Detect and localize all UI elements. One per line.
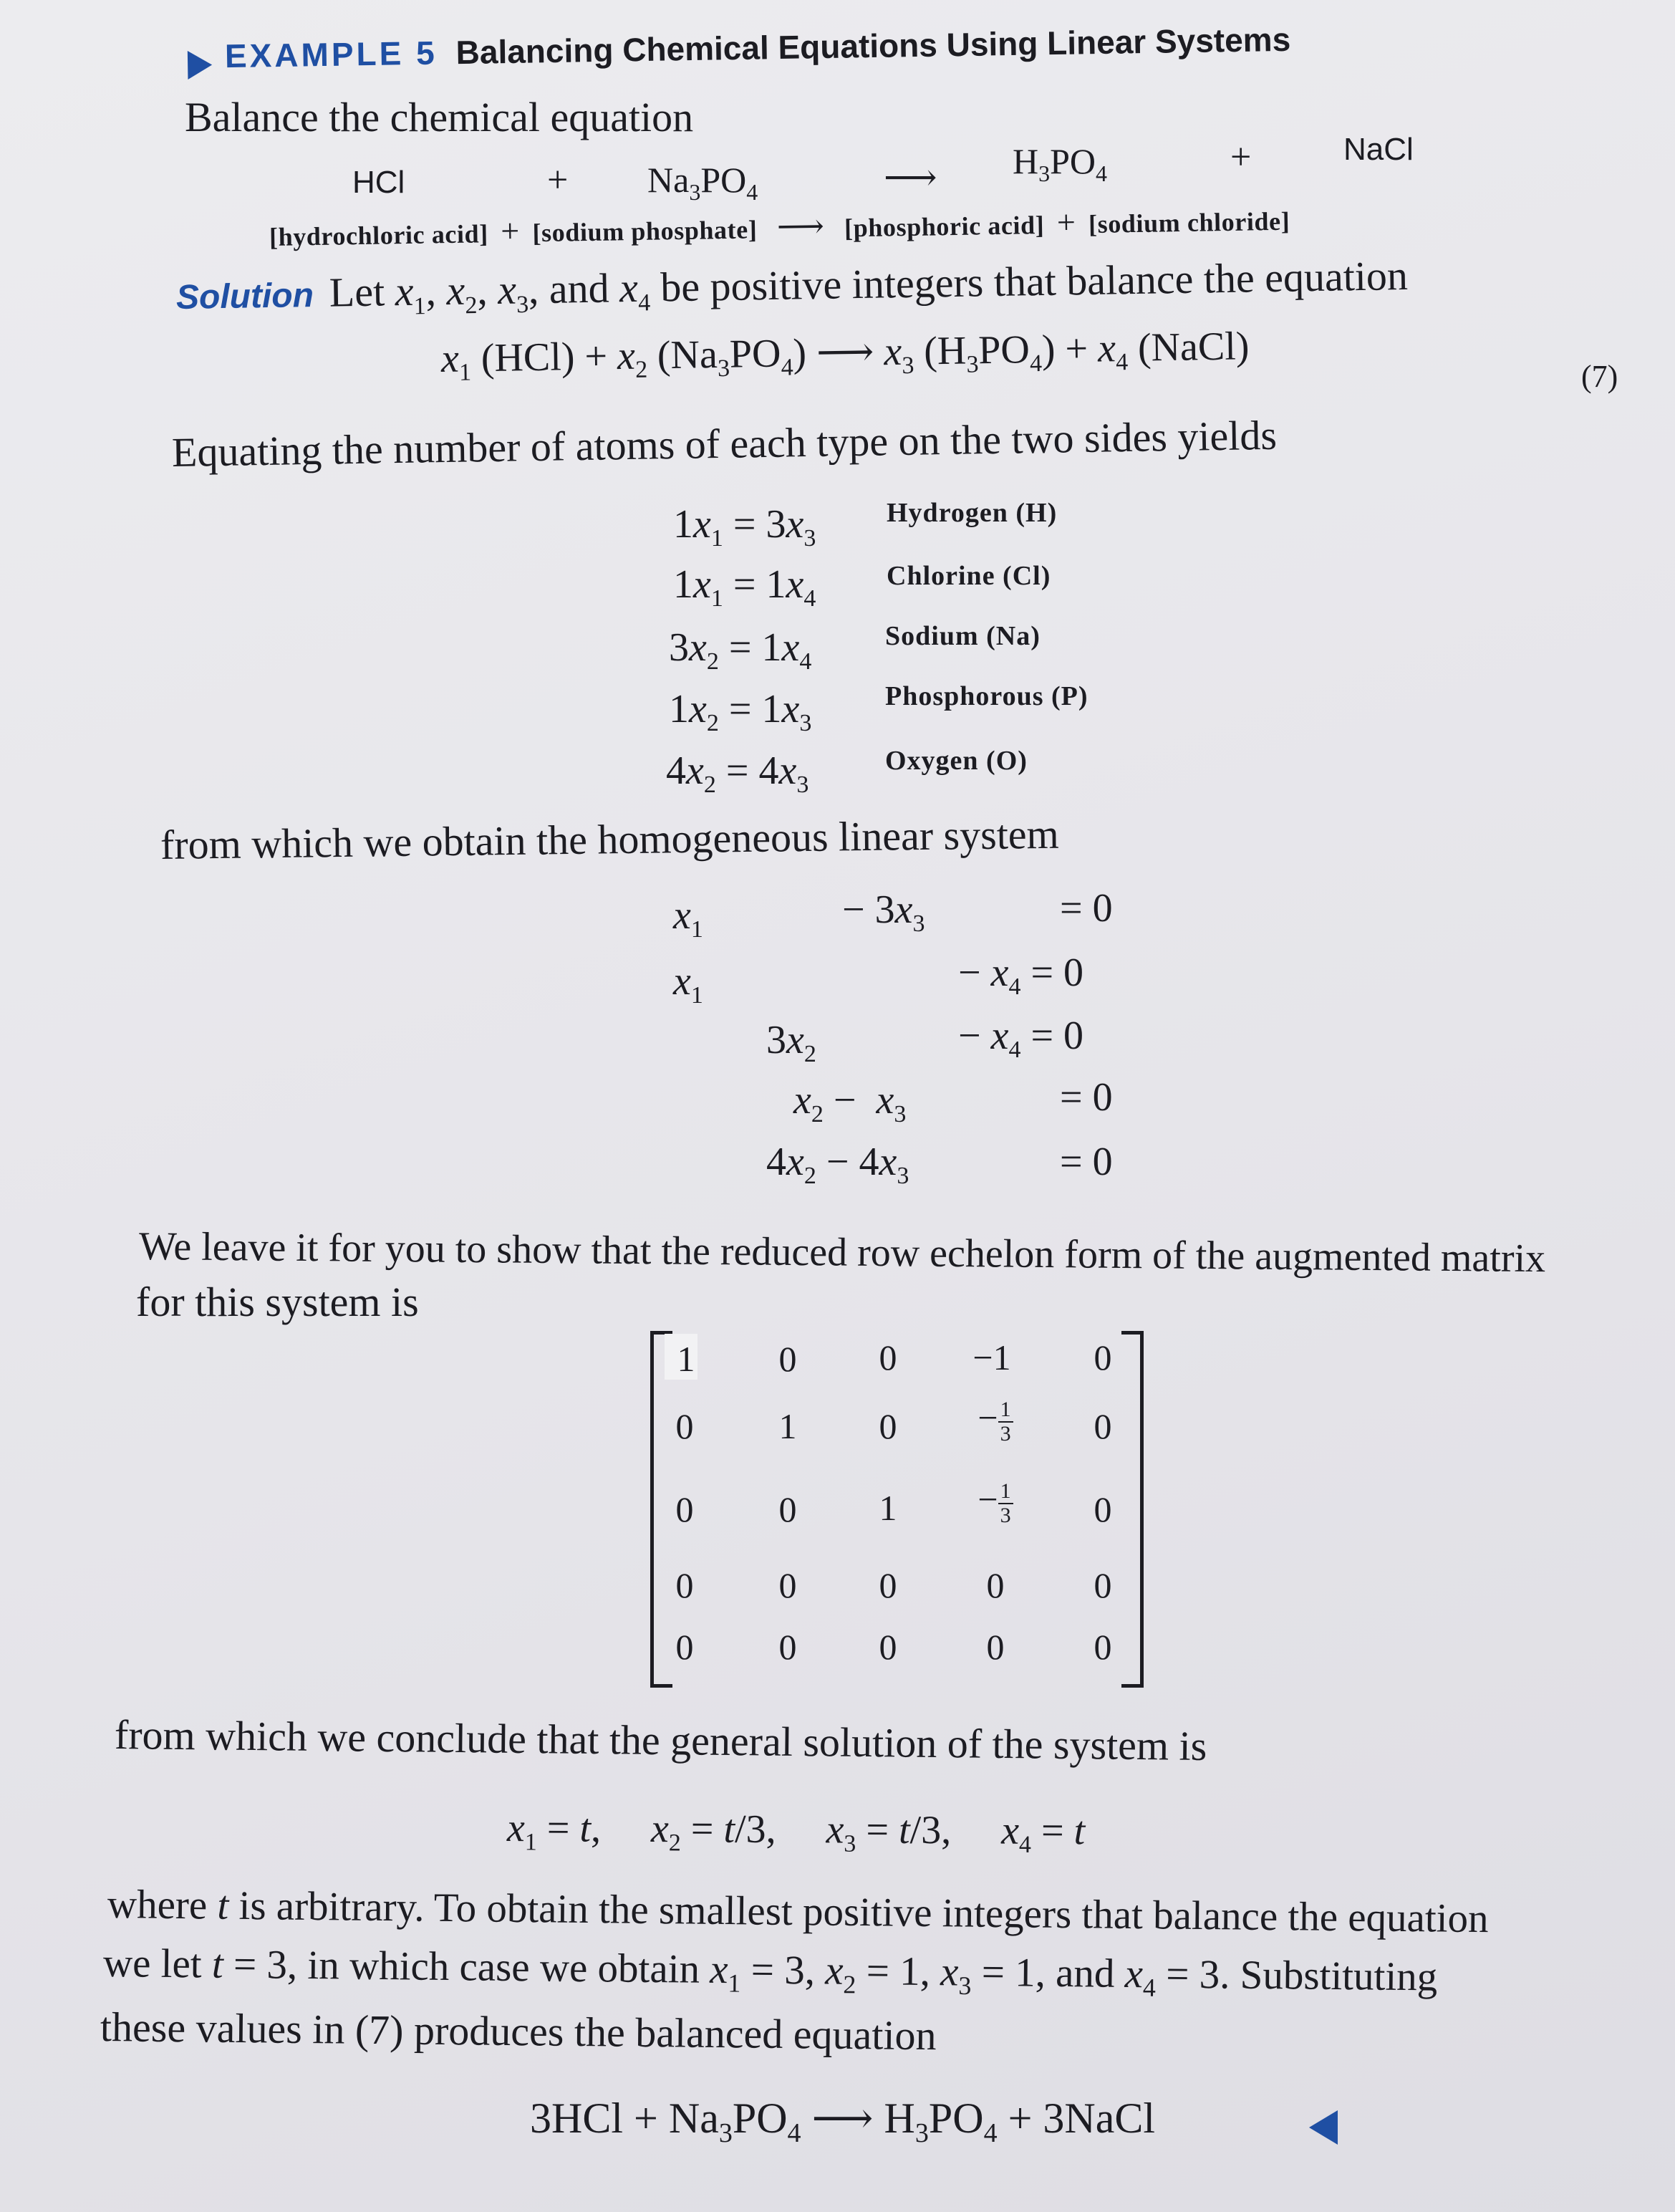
- matrix-cell: −1: [972, 1337, 1011, 1377]
- chemical-names-line: [269, 199, 1290, 254]
- sys-row-1-x1: $x_1$: [673, 893, 703, 943]
- matrix-cell: 0: [675, 1489, 694, 1529]
- closing-line-1: where t is arbitrary. To obtain the smallest positive integers that balance the equation: [107, 1882, 1489, 1942]
- atom-eq-sodium: $3x_2 = 1x_4$: [669, 625, 812, 675]
- closing-line-3: these values in (7) produces the balanced equation: [100, 2004, 937, 2059]
- rref-text-line-1: We leave it for you to show that the reduced row echelon form of the augmented matrix: [138, 1224, 1546, 1281]
- matrix-cell-fraction: − $\frac{1}{3}$: [960, 1478, 1031, 1526]
- matrix-cell: 0: [778, 1339, 797, 1379]
- matrix-cell: 0: [778, 1627, 797, 1667]
- matrix-cell: 0: [986, 1565, 1005, 1605]
- matrix-cell: 0: [1094, 1489, 1112, 1529]
- end-marker-icon: [1309, 2110, 1338, 2145]
- matrix-cell: 0: [879, 1627, 897, 1667]
- matrix-cell: 0: [1094, 1337, 1112, 1377]
- matrix-cell: 0: [879, 1406, 897, 1446]
- matrix-cell: 0: [1094, 1565, 1112, 1605]
- equation-7-tag: (7): [1581, 359, 1618, 394]
- sys-row-3-x4: − $x_4 = 0$: [958, 1014, 1084, 1064]
- matrix-cell: 0: [675, 1627, 694, 1667]
- matrix-cell: 0: [778, 1565, 797, 1605]
- matrix-cell: 0: [675, 1565, 694, 1605]
- matrix-cell: 0: [778, 1489, 797, 1529]
- matrix-cell: 1: [677, 1339, 695, 1379]
- plus-2: +: [1230, 137, 1252, 178]
- names-plus-1: +: [500, 212, 521, 249]
- general-solution: $x_1 = t$, $x_2 = t/3$, $x_3 = t/3$, $x_4 = t$: [506, 1806, 1086, 1859]
- triangle-marker-icon: [188, 51, 213, 80]
- atom-eq-oxygen: $4x_2 = 4x_3$: [666, 749, 809, 799]
- sys-row-3-x2: $3x_2$: [766, 1018, 816, 1068]
- example-header: [188, 20, 1291, 80]
- atom-label-sodium: Sodium (Na): [885, 621, 1041, 651]
- equation-7: $x_1$ $(HCl) + x_2$ $(Na_3PO_4)$ ⟶ $x_3$ $(H_3PO_4) + x_4$ (NaCl): [440, 324, 1250, 386]
- sys-row-4: $x_2 - x_3$: [793, 1078, 907, 1128]
- arrow-1: ⟶: [884, 158, 937, 198]
- matrix-cell-fraction: − $\frac{1}{3}$: [960, 1397, 1031, 1445]
- example-marker: EXAMPLE 5: [224, 34, 438, 75]
- atom-label-oxygen: Oxygen (O): [885, 746, 1028, 776]
- solution-label: Solution: [175, 276, 314, 317]
- matrix-cell: 0: [879, 1565, 897, 1605]
- matrix-cell: 0: [675, 1406, 694, 1446]
- names-arrow: ⟶: [776, 207, 825, 245]
- sys-row-5: $4x_2 - 4x_3$: [766, 1140, 909, 1190]
- from-which-text: from which we obtain the homogeneous linear system: [160, 810, 1060, 868]
- reactant-hcl: HCl: [352, 165, 405, 200]
- matrix-cell: 0: [986, 1627, 1005, 1667]
- atom-eq-phosphorous: $1x_2 = 1x_3$: [669, 687, 812, 737]
- sys-row-1-rhs: = 0: [1060, 886, 1113, 931]
- product-nacl: NaCl: [1343, 132, 1414, 167]
- name-h3po4: [phosphoric acid]: [844, 211, 1045, 243]
- sys-row-1-x3: − $3x_3$: [842, 888, 925, 938]
- name-nacl: [sodium chloride]: [1088, 206, 1290, 239]
- solution-line: [175, 251, 1408, 324]
- sys-row-4-rhs: = 0: [1060, 1075, 1113, 1120]
- sys-row-2-x4: − $x_4 = 0$: [958, 951, 1084, 1001]
- rref-text-line-2: for this system is: [136, 1279, 419, 1325]
- matrix-right-bracket: [1121, 1331, 1144, 1688]
- sys-row-2-x1: $x_1$: [673, 959, 703, 1009]
- atom-label-hydrogen: Hydrogen (H): [887, 498, 1058, 528]
- matrix-cell: 0: [1094, 1406, 1112, 1446]
- matrix-cell: 1: [778, 1406, 797, 1446]
- name-hcl: [hydrochloric acid]: [269, 219, 489, 251]
- atom-eq-hydrogen: $1x_1 = 3x_3$: [673, 502, 816, 552]
- balanced-equation: $3HCl + Na_3PO_4$ ⟶ $H_3PO_4$ + 3NaCl: [530, 2095, 1156, 2148]
- reactant-na3po4: $Na_3PO_4$: [647, 160, 758, 205]
- intro-text: Balance the chemical equation: [185, 94, 694, 140]
- conclude-text: from which we conclude that the general solution of the system is: [114, 1711, 1207, 1769]
- matrix-cell: 0: [1094, 1627, 1112, 1667]
- atom-label-chlorine: Chlorine (Cl): [887, 561, 1051, 591]
- product-h3po4: $H_3PO_4$: [1013, 141, 1108, 186]
- solution-text: Let $x_1$, $x_2$, $x_3$, and $x_4$ be positive integers that balance the equation: [329, 251, 1409, 320]
- plus-1: +: [547, 160, 569, 201]
- atom-eq-chlorine: $1x_1 = 1x_4$: [673, 562, 816, 612]
- names-plus-2: +: [1056, 203, 1076, 241]
- equating-text: Equating the number of atoms of each type on the two sides yields: [171, 411, 1278, 476]
- matrix-cell: 0: [879, 1337, 897, 1377]
- example-title: Balancing Chemical Equations Using Linear Systems: [455, 20, 1291, 72]
- atom-label-phosphorous: Phosphorous (P): [885, 681, 1088, 711]
- name-na3po4: [sodium phosphate]: [532, 215, 758, 248]
- sys-row-5-rhs: = 0: [1060, 1140, 1113, 1184]
- closing-line-2: we let t = 3, in which case we obtain $x_1 = 3$, $x_2 = 1$, $x_3 = 1$, and $x_4 = 3$. Substituting: [102, 1941, 1438, 2002]
- matrix-cell: 1: [879, 1488, 897, 1528]
